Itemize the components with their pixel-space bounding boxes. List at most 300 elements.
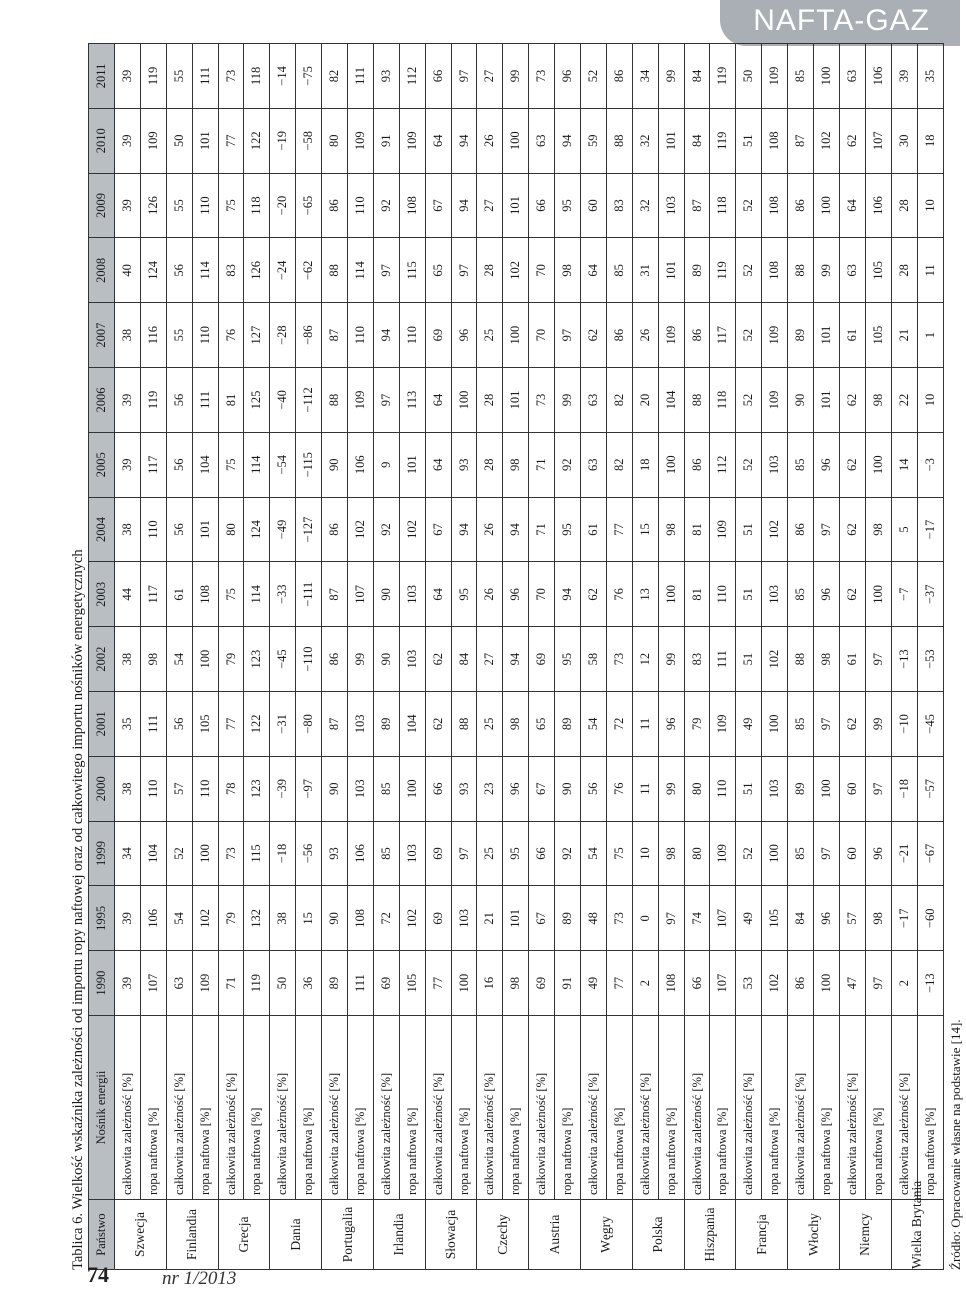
value-cell: 53 xyxy=(736,951,762,1016)
value-cell: 110 xyxy=(192,173,218,238)
value-cell: 86 xyxy=(788,173,814,238)
value-cell: 127 xyxy=(244,303,270,368)
value-cell: 98 xyxy=(865,368,891,433)
value-cell: 96 xyxy=(555,44,581,109)
value-cell: 75 xyxy=(218,432,244,497)
value-cell: 39 xyxy=(115,951,141,1016)
value-cell: 111 xyxy=(192,44,218,109)
value-cell: 108 xyxy=(658,951,684,1016)
value-cell: 76 xyxy=(606,756,632,821)
value-cell: 25 xyxy=(477,303,503,368)
value-cell: 11 xyxy=(632,756,658,821)
value-cell: 110 xyxy=(140,497,166,562)
value-cell: 28 xyxy=(477,432,503,497)
value-cell: −57 xyxy=(917,756,943,821)
value-cell: 77 xyxy=(606,497,632,562)
value-cell: 62 xyxy=(425,692,451,757)
value-cell: 28 xyxy=(477,368,503,433)
table-row xyxy=(762,44,788,1270)
value-cell: 69 xyxy=(425,886,451,951)
value-cell: 103 xyxy=(348,692,374,757)
value-cell: 85 xyxy=(788,692,814,757)
value-cell: 96 xyxy=(503,756,529,821)
value-cell: 86 xyxy=(322,497,348,562)
value-cell: 112 xyxy=(399,44,425,109)
header-carrier: Nośnik energii xyxy=(89,1016,115,1200)
value-cell: 94 xyxy=(451,497,477,562)
value-cell: 101 xyxy=(192,108,218,173)
value-cell: 56 xyxy=(581,756,607,821)
value-cell: 102 xyxy=(814,108,840,173)
value-cell: −110 xyxy=(296,627,322,692)
value-cell: 98 xyxy=(658,497,684,562)
value-cell: −54 xyxy=(270,432,296,497)
value-cell: 71 xyxy=(218,951,244,1016)
value-cell: 97 xyxy=(373,238,399,303)
value-cell: −14 xyxy=(270,44,296,109)
value-cell: 81 xyxy=(218,368,244,433)
value-cell: 93 xyxy=(451,756,477,821)
value-cell: 93 xyxy=(451,432,477,497)
value-cell: 52 xyxy=(736,238,762,303)
value-cell: 117 xyxy=(140,562,166,627)
value-cell: 104 xyxy=(658,368,684,433)
value-cell: 107 xyxy=(710,951,736,1016)
value-cell: 70 xyxy=(529,303,555,368)
value-cell: 75 xyxy=(218,562,244,627)
value-cell: 47 xyxy=(839,951,865,1016)
value-cell: 118 xyxy=(244,44,270,109)
carrier-cell: całkowita zależność [%] xyxy=(788,1016,814,1200)
value-cell: 109 xyxy=(710,692,736,757)
value-cell: 110 xyxy=(710,756,736,821)
value-cell: 108 xyxy=(399,173,425,238)
value-cell: 27 xyxy=(477,627,503,692)
value-cell: 103 xyxy=(399,821,425,886)
value-cell: −17 xyxy=(917,497,943,562)
value-cell: 52 xyxy=(736,173,762,238)
value-cell: 66 xyxy=(684,951,710,1016)
value-cell: 69 xyxy=(425,821,451,886)
value-cell: 86 xyxy=(606,44,632,109)
value-cell: 85 xyxy=(788,44,814,109)
dependency-table xyxy=(88,43,944,1270)
carrier-cell: ropa naftowa [%] xyxy=(140,1016,166,1200)
value-cell: 97 xyxy=(555,303,581,368)
header-year: 2007 xyxy=(89,303,115,368)
value-cell: 90 xyxy=(788,368,814,433)
value-cell: 52 xyxy=(166,821,192,886)
value-cell: 50 xyxy=(166,108,192,173)
value-cell: 85 xyxy=(788,562,814,627)
country-cell: Portugalia xyxy=(322,1200,374,1270)
value-cell: −39 xyxy=(270,756,296,821)
value-cell: 97 xyxy=(865,951,891,1016)
value-cell: 90 xyxy=(322,432,348,497)
value-cell: 88 xyxy=(788,238,814,303)
value-cell: 96 xyxy=(814,562,840,627)
table-row xyxy=(632,44,658,1270)
value-cell: 93 xyxy=(322,821,348,886)
value-cell: 84 xyxy=(684,108,710,173)
value-cell: 111 xyxy=(192,368,218,433)
value-cell: 100 xyxy=(451,368,477,433)
value-cell: 109 xyxy=(658,303,684,368)
country-cell: Hiszpania xyxy=(684,1200,736,1270)
value-cell: 11 xyxy=(917,238,943,303)
value-cell: 62 xyxy=(839,692,865,757)
value-cell: 100 xyxy=(192,627,218,692)
table-row xyxy=(581,44,607,1270)
value-cell: 98 xyxy=(865,886,891,951)
value-cell: 81 xyxy=(684,497,710,562)
value-cell: 55 xyxy=(166,303,192,368)
carrier-cell: ropa naftowa [%] xyxy=(814,1016,840,1200)
value-cell: 23 xyxy=(477,756,503,821)
value-cell: −49 xyxy=(270,497,296,562)
value-cell: 98 xyxy=(814,627,840,692)
value-cell: 97 xyxy=(451,238,477,303)
header-bar xyxy=(0,0,960,46)
country-cell: Irlandia xyxy=(373,1200,425,1270)
table-row xyxy=(529,44,555,1270)
value-cell: 110 xyxy=(348,303,374,368)
value-cell: 89 xyxy=(373,692,399,757)
value-cell: 103 xyxy=(399,627,425,692)
value-cell: 50 xyxy=(736,44,762,109)
value-cell: 102 xyxy=(762,951,788,1016)
value-cell: 108 xyxy=(762,108,788,173)
carrier-cell: ropa naftowa [%] xyxy=(503,1016,529,1200)
table-row xyxy=(244,44,270,1270)
value-cell: 80 xyxy=(684,756,710,821)
value-cell: 109 xyxy=(192,951,218,1016)
value-cell: 40 xyxy=(115,238,141,303)
value-cell: 80 xyxy=(322,108,348,173)
value-cell: 115 xyxy=(399,238,425,303)
value-cell: −60 xyxy=(917,886,943,951)
value-cell: −13 xyxy=(917,951,943,1016)
carrier-cell: ropa naftowa [%] xyxy=(451,1016,477,1200)
table-row xyxy=(115,44,141,1270)
carrier-cell: całkowita zależność [%] xyxy=(218,1016,244,1200)
value-cell: 56 xyxy=(166,368,192,433)
value-cell: 122 xyxy=(244,108,270,173)
table-row xyxy=(322,44,348,1270)
value-cell: 54 xyxy=(581,821,607,886)
value-cell: −37 xyxy=(917,562,943,627)
table-row xyxy=(270,44,296,1270)
value-cell: 100 xyxy=(814,951,840,1016)
value-cell: 94 xyxy=(503,627,529,692)
value-cell: 87 xyxy=(322,303,348,368)
value-cell: 66 xyxy=(425,44,451,109)
value-cell: 97 xyxy=(814,497,840,562)
value-cell: 10 xyxy=(917,173,943,238)
value-cell: 77 xyxy=(606,951,632,1016)
value-cell: 50 xyxy=(270,951,296,1016)
value-cell: 119 xyxy=(244,951,270,1016)
value-cell: 90 xyxy=(322,886,348,951)
value-cell: 21 xyxy=(891,303,917,368)
value-cell: −45 xyxy=(270,627,296,692)
value-cell: −20 xyxy=(270,173,296,238)
value-cell: 49 xyxy=(581,951,607,1016)
value-cell: 73 xyxy=(218,821,244,886)
country-cell: Włochy xyxy=(788,1200,840,1270)
value-cell: −45 xyxy=(917,692,943,757)
value-cell: 56 xyxy=(166,692,192,757)
carrier-cell: ropa naftowa [%] xyxy=(244,1016,270,1200)
value-cell: 106 xyxy=(865,44,891,109)
value-cell: 104 xyxy=(399,692,425,757)
value-cell: 67 xyxy=(529,756,555,821)
value-cell: 101 xyxy=(814,368,840,433)
value-cell: 113 xyxy=(399,368,425,433)
value-cell: 123 xyxy=(244,627,270,692)
value-cell: 101 xyxy=(658,108,684,173)
value-cell: 62 xyxy=(839,497,865,562)
value-cell: 114 xyxy=(192,238,218,303)
value-cell: 15 xyxy=(632,497,658,562)
value-cell: 39 xyxy=(115,44,141,109)
value-cell: −40 xyxy=(270,368,296,433)
value-cell: 76 xyxy=(218,303,244,368)
value-cell: 64 xyxy=(425,368,451,433)
value-cell: −112 xyxy=(296,368,322,433)
value-cell: 52 xyxy=(581,44,607,109)
value-cell: 92 xyxy=(555,432,581,497)
value-cell: −24 xyxy=(270,238,296,303)
value-cell: 64 xyxy=(839,173,865,238)
value-cell: 97 xyxy=(373,368,399,433)
value-cell: 63 xyxy=(839,238,865,303)
value-cell: −86 xyxy=(296,303,322,368)
country-cell: Szwecja xyxy=(115,1200,167,1270)
value-cell: 57 xyxy=(166,756,192,821)
value-cell: 39 xyxy=(115,108,141,173)
value-cell: 99 xyxy=(503,44,529,109)
value-cell: −10 xyxy=(891,692,917,757)
value-cell: 86 xyxy=(684,432,710,497)
value-cell: 72 xyxy=(373,886,399,951)
value-cell: 64 xyxy=(425,108,451,173)
value-cell: 119 xyxy=(710,44,736,109)
value-cell: 74 xyxy=(684,886,710,951)
value-cell: 106 xyxy=(140,886,166,951)
value-cell: 99 xyxy=(658,756,684,821)
value-cell: 115 xyxy=(244,821,270,886)
carrier-cell: ropa naftowa [%] xyxy=(606,1016,632,1200)
value-cell: 91 xyxy=(373,108,399,173)
value-cell: 94 xyxy=(373,303,399,368)
value-cell: 109 xyxy=(710,497,736,562)
value-cell: 90 xyxy=(373,562,399,627)
value-cell: 98 xyxy=(140,627,166,692)
value-cell: 58 xyxy=(581,627,607,692)
value-cell: 38 xyxy=(115,303,141,368)
header-country: Państwo xyxy=(89,1200,115,1270)
carrier-cell: całkowita zależność [%] xyxy=(736,1016,762,1200)
header-year: 2009 xyxy=(89,173,115,238)
value-cell: 107 xyxy=(348,562,374,627)
value-cell: 100 xyxy=(865,562,891,627)
value-cell: 88 xyxy=(684,368,710,433)
country-cell: Francja xyxy=(736,1200,788,1270)
value-cell: 94 xyxy=(555,108,581,173)
carrier-cell: ropa naftowa [%] xyxy=(762,1016,788,1200)
value-cell: 126 xyxy=(244,238,270,303)
table-header-row xyxy=(89,44,115,1270)
value-cell: 109 xyxy=(762,303,788,368)
value-cell: 94 xyxy=(451,173,477,238)
value-cell: 39 xyxy=(115,368,141,433)
issue-number: nr 1/2013 xyxy=(162,1268,237,1289)
value-cell: 105 xyxy=(762,886,788,951)
value-cell: −58 xyxy=(296,108,322,173)
carrier-cell: ropa naftowa [%] xyxy=(348,1016,374,1200)
value-cell: 103 xyxy=(399,562,425,627)
value-cell: 110 xyxy=(192,756,218,821)
value-cell: 99 xyxy=(658,627,684,692)
value-cell: 100 xyxy=(814,44,840,109)
value-cell: 124 xyxy=(244,497,270,562)
value-cell: −115 xyxy=(296,432,322,497)
value-cell: 103 xyxy=(658,173,684,238)
value-cell: 39 xyxy=(115,886,141,951)
value-cell: 88 xyxy=(322,238,348,303)
carrier-cell: ropa naftowa [%] xyxy=(296,1016,322,1200)
value-cell: 110 xyxy=(710,562,736,627)
value-cell: 73 xyxy=(606,627,632,692)
value-cell: 34 xyxy=(115,821,141,886)
value-cell: 79 xyxy=(218,886,244,951)
source-note: Źródło: Opracowanie własne na podstawie [14]. xyxy=(947,1019,963,1270)
value-cell: 18 xyxy=(917,108,943,173)
value-cell: 56 xyxy=(166,497,192,562)
value-cell: 103 xyxy=(762,432,788,497)
header-year: 2000 xyxy=(89,756,115,821)
country-cell: Niemcy xyxy=(839,1200,891,1270)
value-cell: 28 xyxy=(891,238,917,303)
value-cell: 89 xyxy=(555,886,581,951)
value-cell: 86 xyxy=(788,497,814,562)
value-cell: 105 xyxy=(865,303,891,368)
value-cell: 87 xyxy=(322,562,348,627)
carrier-cell: całkowita zależność [%] xyxy=(477,1016,503,1200)
value-cell: 88 xyxy=(606,108,632,173)
value-cell: 5 xyxy=(891,497,917,562)
value-cell: −111 xyxy=(296,562,322,627)
carrier-cell: całkowita zależność [%] xyxy=(529,1016,555,1200)
value-cell: 71 xyxy=(529,432,555,497)
value-cell: 54 xyxy=(166,886,192,951)
value-cell: 77 xyxy=(218,108,244,173)
header-year: 2004 xyxy=(89,497,115,562)
value-cell: −97 xyxy=(296,756,322,821)
value-cell: 62 xyxy=(425,627,451,692)
value-cell: 97 xyxy=(865,627,891,692)
carrier-cell: całkowita zależność [%] xyxy=(684,1016,710,1200)
header-year: 2005 xyxy=(89,432,115,497)
value-cell: 100 xyxy=(503,303,529,368)
country-cell: Finlandia xyxy=(166,1200,218,1270)
value-cell: 86 xyxy=(322,627,348,692)
value-cell: 109 xyxy=(399,108,425,173)
value-cell: 110 xyxy=(192,303,218,368)
value-cell: 105 xyxy=(192,692,218,757)
value-cell: 38 xyxy=(115,756,141,821)
value-cell: 88 xyxy=(451,692,477,757)
country-cell: Węgry xyxy=(581,1200,633,1270)
value-cell: 119 xyxy=(140,44,166,109)
rotated-table-block xyxy=(68,44,963,1270)
table-row xyxy=(296,44,322,1270)
value-cell: 86 xyxy=(606,303,632,368)
value-cell: 70 xyxy=(529,238,555,303)
value-cell: 111 xyxy=(140,692,166,757)
value-cell: 73 xyxy=(529,368,555,433)
value-cell: 86 xyxy=(322,173,348,238)
value-cell: 100 xyxy=(762,821,788,886)
value-cell: 75 xyxy=(218,173,244,238)
value-cell: 55 xyxy=(166,44,192,109)
value-cell: 102 xyxy=(762,497,788,562)
value-cell: 26 xyxy=(632,303,658,368)
value-cell: 85 xyxy=(373,821,399,886)
carrier-cell: ropa naftowa [%] xyxy=(710,1016,736,1200)
table-row xyxy=(192,44,218,1270)
value-cell: 94 xyxy=(451,108,477,173)
table-row xyxy=(736,44,762,1270)
value-cell: 79 xyxy=(684,692,710,757)
value-cell: −127 xyxy=(296,497,322,562)
value-cell: 36 xyxy=(296,951,322,1016)
value-cell: 20 xyxy=(632,368,658,433)
value-cell: 62 xyxy=(839,432,865,497)
value-cell: 114 xyxy=(348,238,374,303)
value-cell: 63 xyxy=(839,44,865,109)
carrier-cell: całkowita zależność [%] xyxy=(425,1016,451,1200)
table-row xyxy=(477,44,503,1270)
value-cell: 101 xyxy=(503,173,529,238)
value-cell: 51 xyxy=(736,108,762,173)
carrier-cell: ropa naftowa [%] xyxy=(658,1016,684,1200)
value-cell: 89 xyxy=(788,756,814,821)
table-row xyxy=(891,44,917,1270)
value-cell: 100 xyxy=(814,756,840,821)
value-cell: −28 xyxy=(270,303,296,368)
value-cell: 124 xyxy=(140,238,166,303)
value-cell: 77 xyxy=(218,692,244,757)
value-cell: −3 xyxy=(917,432,943,497)
value-cell: 95 xyxy=(555,497,581,562)
value-cell: 38 xyxy=(270,886,296,951)
value-cell: 103 xyxy=(762,562,788,627)
value-cell: 90 xyxy=(322,756,348,821)
country-cell: Wielka Brytania xyxy=(891,1200,943,1270)
value-cell: 101 xyxy=(399,432,425,497)
value-cell: 89 xyxy=(555,692,581,757)
value-cell: 61 xyxy=(839,627,865,692)
value-cell: 66 xyxy=(425,756,451,821)
value-cell: 101 xyxy=(814,303,840,368)
value-cell: 69 xyxy=(529,951,555,1016)
value-cell: 51 xyxy=(736,756,762,821)
carrier-cell: ropa naftowa [%] xyxy=(192,1016,218,1200)
value-cell: 21 xyxy=(477,886,503,951)
value-cell: 118 xyxy=(710,368,736,433)
